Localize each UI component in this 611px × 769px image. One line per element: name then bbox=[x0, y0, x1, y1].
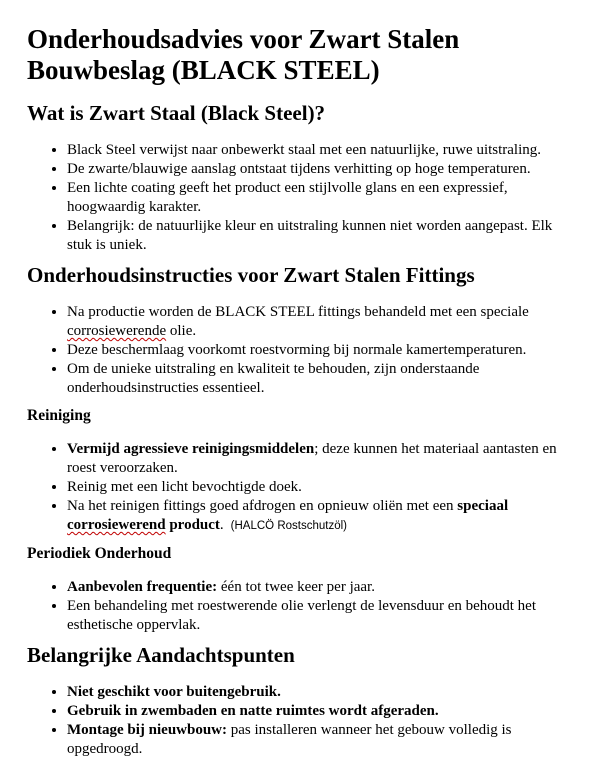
bullet-text: Belangrijk: de natuurlijke kleur en uitstraling kunnen niet worden aangepast. Elk stuk is uniek. bbox=[67, 218, 553, 253]
bold-text: product bbox=[165, 517, 220, 533]
section-heading-onderhoudsinstructies: Onderhoudsinstructies voor Zwart Stalen Fittings bbox=[27, 263, 475, 287]
bold-text: Niet geschikt voor buitengebruik. bbox=[67, 684, 281, 700]
list-item bbox=[67, 702, 585, 721]
bullet-text: olie. bbox=[166, 323, 197, 339]
spellcheck-word: corrosiewerende bbox=[67, 323, 167, 339]
bullet-text: De zwarte/blauwige aanslag ontstaat tijdens verhitting op hoge temperaturen. bbox=[67, 161, 531, 177]
bullet-text: pas installeren wanneer het gebouw volledig is opgedroogd. bbox=[67, 722, 512, 757]
bullet-text: Na het reinigen fittings goed afdrogen en opnieuw oliën met een bbox=[67, 498, 458, 514]
bullet-list-belangrijke-aandachtspunten bbox=[27, 683, 585, 759]
section-heading-periodiek-onderhoud: Periodiek Onderhoud bbox=[27, 545, 172, 562]
list-item bbox=[67, 341, 585, 360]
bold-text: speciaal bbox=[457, 498, 509, 514]
list-item bbox=[67, 360, 585, 398]
bullet-text: Een lichte coating geeft het product een stijlvolle glans en een expressief, hoogwaardig karakter. bbox=[67, 180, 508, 215]
bullet-text: Deze beschermlaag voorkomt roestvorming bij normale kamertemperaturen. bbox=[67, 342, 527, 358]
bullet-list-periodiek-onderhoud bbox=[27, 578, 585, 635]
spellcheck-word: corrosiewerend bbox=[67, 517, 166, 533]
bold-text: Montage bij nieuwbouw: bbox=[67, 722, 228, 738]
section-heading-reiniging: Reiniging bbox=[27, 407, 91, 424]
bullet-text: Reinig met een licht bevochtigde doek. bbox=[67, 479, 302, 495]
list-item bbox=[67, 217, 585, 255]
bullet-text: één tot twee keer per jaar. bbox=[217, 579, 375, 595]
bullet-list-onderhoudsinstructies bbox=[27, 303, 585, 398]
list-item bbox=[67, 160, 585, 179]
list-item bbox=[67, 578, 585, 597]
bullet-text: Om de unieke uitstraling en kwaliteit te behouden, zijn onderstaande onderhoudsinstructies essentieel. bbox=[67, 361, 480, 396]
list-item bbox=[67, 478, 585, 497]
list-item bbox=[67, 440, 585, 478]
list-item bbox=[67, 721, 585, 759]
bold-text: Vermijd agressieve reinigingsmiddelen bbox=[67, 441, 315, 457]
list-item bbox=[67, 141, 585, 160]
bullet-text: Black Steel verwijst naar onbewerkt staal met een natuurlijke, ruwe uitstraling. bbox=[67, 142, 542, 158]
bold-text: Gebruik in zwembaden en natte ruimtes wordt afgeraden. bbox=[67, 703, 439, 719]
bullet-text: . bbox=[219, 517, 224, 533]
product-note: (HALCÖ Rostschutzöl) bbox=[230, 520, 347, 532]
section-heading-wat-is-zwart-staal: Wat is Zwart Staal (Black Steel)? bbox=[27, 101, 326, 125]
bullet-text: ; deze kunnen het materiaal aantasten en roest veroorzaken. bbox=[67, 441, 557, 476]
section-heading-belangrijke-aandachtspunten: Belangrijke Aandachtspunten bbox=[27, 643, 295, 667]
list-item bbox=[67, 497, 585, 536]
bullet-list-reiniging bbox=[27, 440, 585, 536]
list-item bbox=[67, 303, 585, 341]
bullet-text: Een behandeling met roestwerende olie verlengt de levensduur en behoudt het esthetische oppervlak. bbox=[67, 598, 536, 633]
bold-text: Aanbevolen frequentie: bbox=[67, 579, 218, 595]
bullet-list-wat-is-zwart-staal bbox=[27, 141, 585, 255]
bullet-text: Na productie worden de BLACK STEEL fittings behandeld met een speciale bbox=[67, 304, 529, 320]
list-item bbox=[67, 597, 585, 635]
document-title: Onderhoudsadvies voor Zwart Stalen Bouwbeslag (BLACK STEEL) bbox=[27, 24, 460, 85]
list-item bbox=[67, 179, 585, 217]
list-item bbox=[67, 683, 585, 702]
